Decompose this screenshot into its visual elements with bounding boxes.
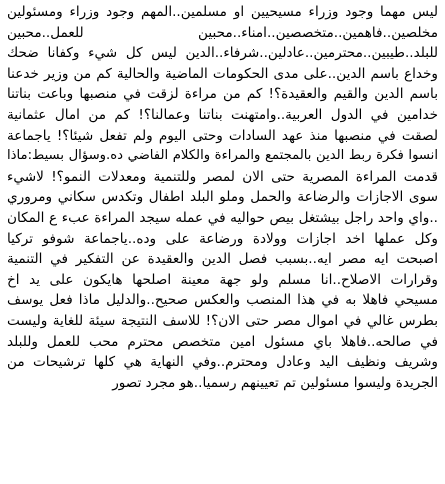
text-line-7: لصقت في منصبها منذ عهد السادات وحتى اليوم ولم تفعل شيئا؟! ياجماعة: [7, 127, 438, 144]
text-line-8: انسوا فكرة ربط الدين بالمجتمع والمراءة والكلام الفاضي ده.وسؤال بسيط:ماذا: [7, 148, 438, 164]
text-line-13: اصبحت ايه مصر ايه..بسبب فصل الدين والعقيدة عن التفكير في التنمية: [7, 251, 438, 268]
text-line-3: للبلد..طيبين..محترمين..عادلين..شرفاء..الدين ليس كل شيء وكفانا ضحك: [7, 45, 438, 62]
text-line-15: مسيحي فاهلا به في هذا المنصب والعكس صحيح..والدليل ماذا فعل يوسف: [7, 292, 438, 309]
text-line-11: ..واي واحد راجل بيشتغل بيص حواليه في عمله سيجد المراءة عبء ع المكان: [7, 209, 438, 226]
text-line-19: الجريدة وليسوا مسئولين تم تعيينهم رسميا..هو مجرد تصور: [112, 374, 438, 391]
text-line-6: خدامين في الدول العربية..وامتهنت بناتنا وعمالنا؟! كم من امال عثمانية: [7, 106, 438, 123]
text-line-12: وكل عملها اخد اجازات وولادة ورضاعة على وده..ياجماعة شوفو تركيا: [7, 230, 438, 247]
text-line-17: في صالحه..فاهلا باي مسئول امين متخصص محترم محب للعمل وللبلد: [7, 333, 438, 350]
text-line-4: وخداع باسم الدين..على مدى الحكومات الماضية والحالية كم من وزير خدعنا: [7, 65, 438, 82]
text-line-16: بطرس غالي في اموال مصر حتى الان؟! للاسف النتيجة سيئة للغاية وليست: [7, 312, 438, 329]
text-line-9: قدمت المراءة المصرية حتى الان لمصر وللتنمية ومعدلات النمو؟! لاشيء: [7, 168, 438, 185]
text-line-1: ليس مهما وجود وزراء مسيحيين او مسلمين..المهم وجود وزراء ومسئولين: [7, 4, 438, 20]
text-line-5: باسم الدين والقيم والعقيدة؟! كم من مراءة لزقت في منصبها وباعت بناتنا: [7, 86, 438, 103]
text-line-18: وشريف ونظيف اليد وعادل ومحترم..وفي النهاية هي كلها ترشيحات من: [7, 354, 438, 371]
text-line-2: مخلصين..فاهمين..متخصصين..امناء..محبين للعمل..محبين: [7, 24, 438, 41]
text-line-14: وقرارات الاصلاح..انا مسلم ولو جهة معينة اصلحها هايكون على يد اخ: [7, 271, 438, 288]
text-line-10: سوى الاجازات والرضاعة والحمل وملو البلد اطفال وتكدس سكاني ومروري: [7, 189, 438, 206]
